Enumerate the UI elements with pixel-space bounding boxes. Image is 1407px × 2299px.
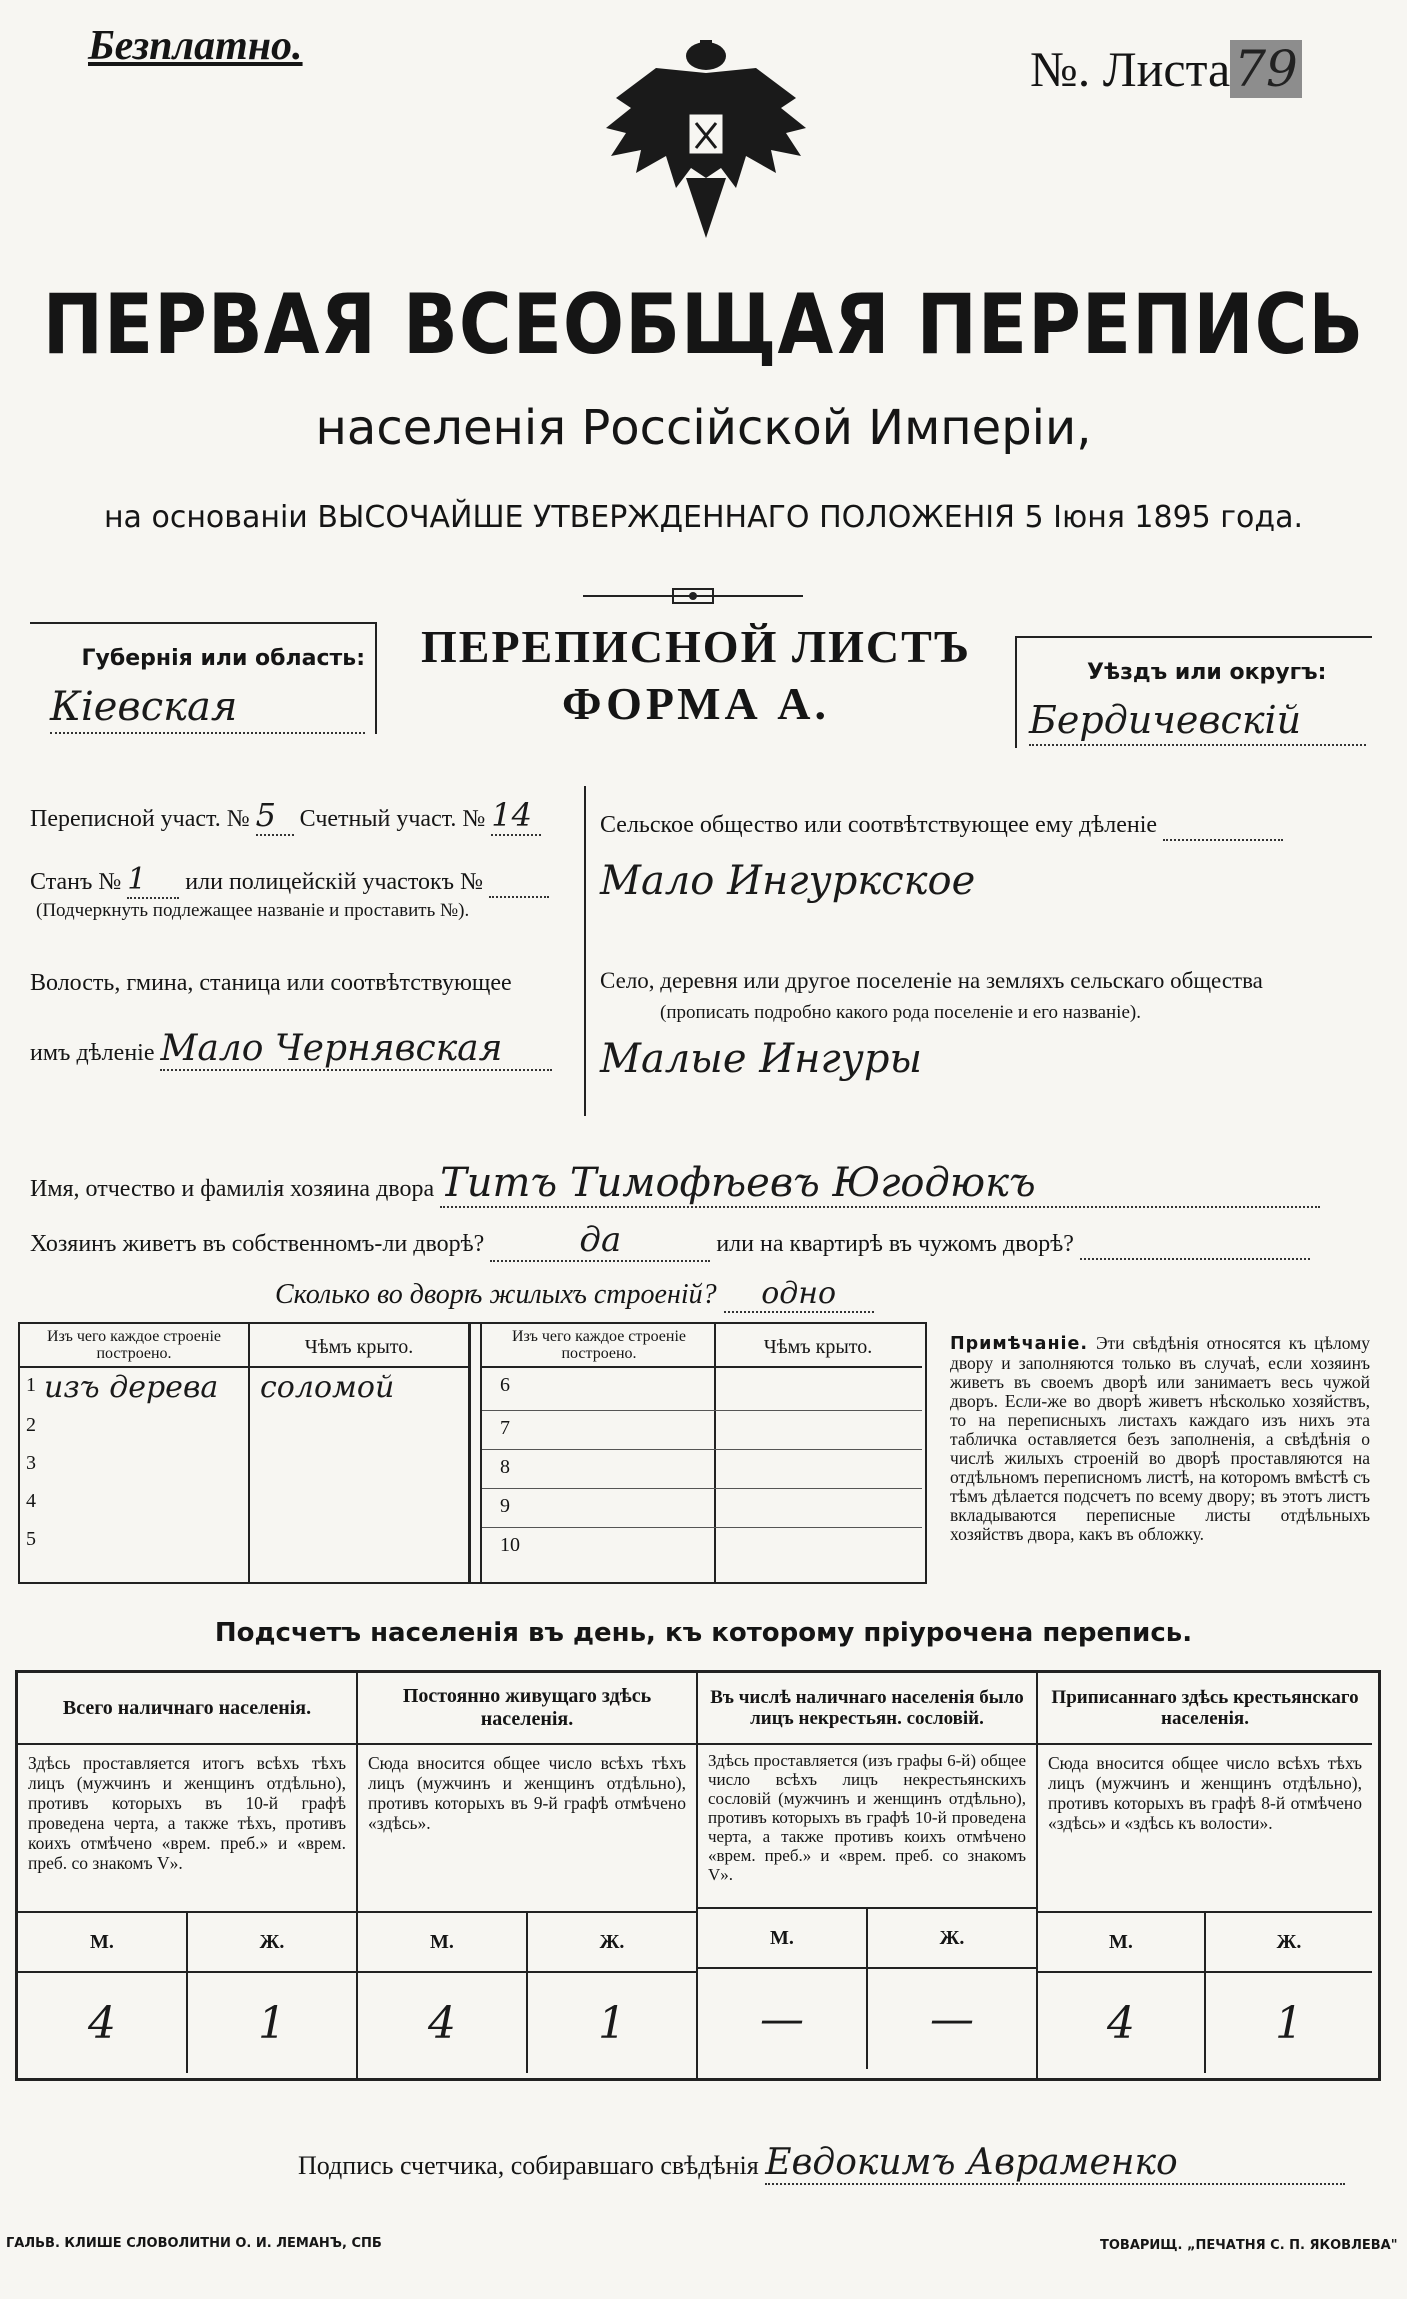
own-yard-row bbox=[30, 1220, 1370, 1262]
building-row-1 bbox=[20, 1368, 468, 1410]
female-label: Ж. bbox=[1276, 1930, 1302, 1953]
signature-row bbox=[298, 2142, 1345, 2185]
form-title: ПЕРЕПИСНОЙ ЛИСТЪ bbox=[420, 621, 972, 672]
female-count[interactable]: 1 bbox=[258, 1997, 286, 2049]
count-column-permanent bbox=[358, 1673, 698, 2078]
police-label: или полицейскій участокъ № bbox=[185, 869, 483, 895]
male-label: М. bbox=[698, 1909, 868, 1967]
buildings-label: Сколько во дворѣ жилыхъ строеній? bbox=[275, 1279, 717, 1310]
province-value[interactable]: Кіевская bbox=[50, 684, 365, 734]
building-row-number: 3 bbox=[26, 1452, 36, 1474]
count-column-registered bbox=[1038, 1673, 1372, 2078]
female-label: Ж. bbox=[599, 1930, 625, 1953]
volost-value[interactable]: Мало Чернявская bbox=[160, 1028, 552, 1071]
province-label: Губернія или область: bbox=[81, 646, 365, 671]
rented-label: или на квартирѣ въ чужомъ дворѣ? bbox=[716, 1231, 1074, 1257]
building-row-number: 7 bbox=[500, 1417, 510, 1439]
sheet-number-value: 79 bbox=[1230, 40, 1302, 98]
page-title: ПЕРВАЯ ВСЕОБЩАЯ ПЕРЕПИСЬ bbox=[42, 275, 1365, 373]
ornament-divider bbox=[583, 586, 803, 606]
building-row-4 bbox=[20, 1486, 468, 1524]
census-area-value[interactable]: 5 bbox=[256, 796, 294, 836]
female-label: Ж. bbox=[259, 1930, 285, 1953]
building-row-3 bbox=[20, 1448, 468, 1486]
form-title-box bbox=[390, 620, 1002, 730]
double-headed-eagle-emblem bbox=[596, 38, 816, 248]
form-name: ФОРМА А. bbox=[562, 678, 830, 729]
census-basis: на основаніи ВЫСОЧАЙШЕ УТВЕРЖДЕННАГО ПОЛОЖЕНІЯ 5 Іюня 1895 года. bbox=[103, 500, 1304, 535]
society-dots bbox=[1163, 812, 1283, 841]
building-row-5 bbox=[20, 1524, 468, 1562]
building-row-number: 4 bbox=[26, 1490, 36, 1512]
male-label: М. bbox=[1038, 1913, 1206, 1971]
location-divider bbox=[584, 786, 586, 1116]
building-row-number: 2 bbox=[26, 1414, 36, 1436]
count-col-desc: Сюда вносится общее число всѣхъ тѣхъ лицъ (мужчинъ и женщинъ отдѣльно), противъ которыхъ въ графѣ 8-й отмѣчено «здѣсь» и «здѣсь къ волости». bbox=[1038, 1745, 1372, 1913]
count-col-head: Приписаннаго здѣсь крестьянскаго населенія. bbox=[1038, 1673, 1372, 1745]
own-yard-label: Хозяинъ живетъ въ собственномъ-ли дворѣ? bbox=[30, 1231, 485, 1257]
count-area-value[interactable]: 14 bbox=[491, 796, 541, 836]
female-count[interactable]: 1 bbox=[1275, 1997, 1303, 2049]
male-count[interactable]: 4 bbox=[358, 1973, 528, 2073]
building-row-number: 9 bbox=[500, 1495, 510, 1517]
society-value[interactable]: Мало Ингуркское bbox=[600, 858, 976, 904]
male-count[interactable]: 4 bbox=[18, 1973, 188, 2073]
buildings-table-left bbox=[20, 1324, 471, 1582]
owner-name-value[interactable]: Титъ Тимофѣевъ Югодюкъ bbox=[440, 1160, 1320, 1208]
count-column-non-peasant bbox=[698, 1673, 1038, 2078]
volost-row bbox=[30, 1028, 560, 1071]
count-section-title: Подсчетъ населенія въ день, къ которому пріурочена перепись. bbox=[214, 1618, 1193, 1648]
sheet-number-label: №. Листа bbox=[1030, 41, 1231, 97]
printer-credit-left: ГАЛЬВ. КЛИШЕ СЛОВОЛИТНИ О. И. ЛЕМАНЪ, СПБ bbox=[6, 2236, 382, 2251]
building-row-8 bbox=[482, 1450, 922, 1489]
buildings-row bbox=[275, 1276, 874, 1313]
census-area-label: Переписной участ. № bbox=[30, 806, 250, 832]
count-area-label: Счетный участ. № bbox=[299, 806, 486, 832]
society-row bbox=[600, 812, 1370, 841]
rented-value[interactable] bbox=[1080, 1231, 1310, 1260]
buildings-table bbox=[18, 1322, 927, 1584]
building-row-2 bbox=[20, 1410, 468, 1448]
male-count[interactable]: — bbox=[698, 1969, 868, 2069]
building-row-number: 1 bbox=[26, 1374, 36, 1396]
count-column-total bbox=[18, 1673, 358, 2078]
building-row-number: 5 bbox=[26, 1528, 36, 1550]
count-col-desc: Здѣсь проставляется (изъ графы 6-й) общее число всѣхъ лицъ некрестьянскихъ сословій (мужчинъ и женщинъ отдѣльно), противъ которыхъ въ графѣ 10-й проведена черта, а также противъ коихъ отмѣчено «врем. преб.» и «врем. преб. со знакомъ V». bbox=[698, 1745, 1036, 1909]
buildings-col-roof: Чѣмъ крыто. bbox=[304, 1336, 414, 1358]
census-area-row bbox=[30, 796, 560, 836]
building-row-number: 10 bbox=[500, 1534, 520, 1556]
building-row-6 bbox=[482, 1368, 922, 1411]
building-row-10 bbox=[482, 1528, 922, 1566]
stan-row bbox=[30, 862, 560, 899]
volost-label-2: имъ дѣленіе bbox=[30, 1040, 155, 1066]
count-col-head: Всего наличнаго населенія. bbox=[18, 1673, 356, 1745]
note-text: Эти свѣдѣнія относятся къ цѣлому двору и заполняются только въ случаѣ, если хозяинъ живетъ въ своемъ дворѣ или занимаетъ весь чужой дворъ. Если-же во дворѣ живетъ нѣсколько хозяйствъ, то на переписныхъ листахъ каждаго изъ нихъ эта табличка оставляется безъ заполненія, а свѣдѣнія о числѣ жилыхъ строеній во дворѣ проставляются на отдѣльномъ переписномъ листѣ, на которомъ вмѣстѣ съ тѣмъ дѣлается подсчетъ по всему двору; въ этотъ листъ вкладываются переписные листы отдѣльныхъ хозяйствъ двора, какъ въ обложку. bbox=[950, 1333, 1371, 1544]
signature-label: Подпись счетчика, собиравшаго свѣдѣнія bbox=[298, 2151, 759, 2180]
count-col-desc: Здѣсь проставляется итогъ всѣхъ тѣхъ лицъ (мужчинъ и женщинъ отдѣльно), противъ которыхъ въ 10-й графѣ проведена черта, а также тѣхъ, противъ коихъ отмѣчено «врем. преб.» и «врем. преб. со знакомъ V». bbox=[18, 1745, 356, 1913]
village-label: Село, деревня или другое поселеніе на земляхъ сельскаго общества bbox=[600, 968, 1263, 993]
district-box bbox=[1015, 636, 1372, 748]
underline-note: (Подчеркнуть подлежащее названіе и проставить №). bbox=[36, 900, 470, 921]
female-count[interactable]: — bbox=[930, 1993, 974, 2045]
district-label: Уѣздъ или округъ: bbox=[1087, 660, 1327, 685]
female-count[interactable]: 1 bbox=[598, 1997, 626, 2049]
building-row-number: 6 bbox=[500, 1374, 510, 1396]
buildings-col-roof-2: Чѣмъ крыто. bbox=[763, 1336, 873, 1358]
stan-value[interactable]: 1 bbox=[127, 862, 179, 899]
sheet-number bbox=[1030, 40, 1302, 98]
village-note: (прописать подробно какого рода поселеніе и его названіе). bbox=[660, 1002, 1141, 1023]
population-count-table bbox=[15, 1670, 1381, 2081]
building-roof-value[interactable]: соломой bbox=[260, 1370, 395, 1405]
village-value[interactable]: Малые Ингуры bbox=[600, 1036, 923, 1082]
building-row-7 bbox=[482, 1411, 922, 1450]
page-subtitle: населенія Россійской Имперіи, bbox=[315, 400, 1092, 456]
police-value[interactable] bbox=[489, 869, 549, 898]
male-label: М. bbox=[358, 1913, 528, 1971]
signature-value[interactable]: Евдокимъ Авраменко bbox=[765, 2142, 1345, 2185]
owner-name-row bbox=[30, 1160, 1370, 1208]
count-col-head: Въ числѣ наличнаго населенія было лицъ некрестьян. сословій. bbox=[698, 1673, 1036, 1745]
owner-name-label: Имя, отчество и фамилія хозяина двора bbox=[30, 1176, 435, 1202]
buildings-table-right bbox=[480, 1324, 922, 1582]
volost-label: Волость, гмина, станица или соотвѣтствующее bbox=[30, 970, 512, 996]
district-value[interactable]: Бердичевскій bbox=[1029, 698, 1366, 746]
society-label: Сельское общество или соотвѣтствующее ему дѣленіе bbox=[600, 812, 1158, 838]
buildings-col-material-2: Изъ чего каждое строеніе построено. bbox=[511, 1328, 686, 1362]
female-label: Ж. bbox=[939, 1926, 965, 1949]
male-label: М. bbox=[18, 1913, 188, 1971]
printer-credit-right: ТОВАРИЩ. „ПЕЧАТНЯ С. П. ЯКОВЛЕВА" bbox=[1100, 2238, 1398, 2253]
building-material-value[interactable]: изъ дерева bbox=[44, 1370, 219, 1405]
own-yard-value[interactable]: да bbox=[490, 1220, 710, 1262]
buildings-value[interactable]: одно bbox=[724, 1276, 874, 1313]
stan-label: Станъ № bbox=[30, 869, 122, 895]
building-row-number: 8 bbox=[500, 1456, 510, 1478]
note-title: Примѣчаніе. bbox=[950, 1334, 1089, 1354]
note-block bbox=[950, 1334, 1370, 1544]
building-row-9 bbox=[482, 1489, 922, 1528]
province-box bbox=[30, 622, 377, 734]
buildings-col-material: Изъ чего каждое строеніе построено. bbox=[46, 1328, 221, 1362]
count-col-head: Постоянно живущаго здѣсь населенія. bbox=[358, 1673, 696, 1745]
count-col-desc: Сюда вносится общее число всѣхъ тѣхъ лицъ (мужчинъ и женщинъ отдѣльно), противъ которыхъ въ 9-й графѣ отмѣчено «здѣсь». bbox=[358, 1745, 696, 1913]
male-count[interactable]: 4 bbox=[1038, 1973, 1206, 2073]
free-label: Безплатно. bbox=[88, 23, 303, 69]
